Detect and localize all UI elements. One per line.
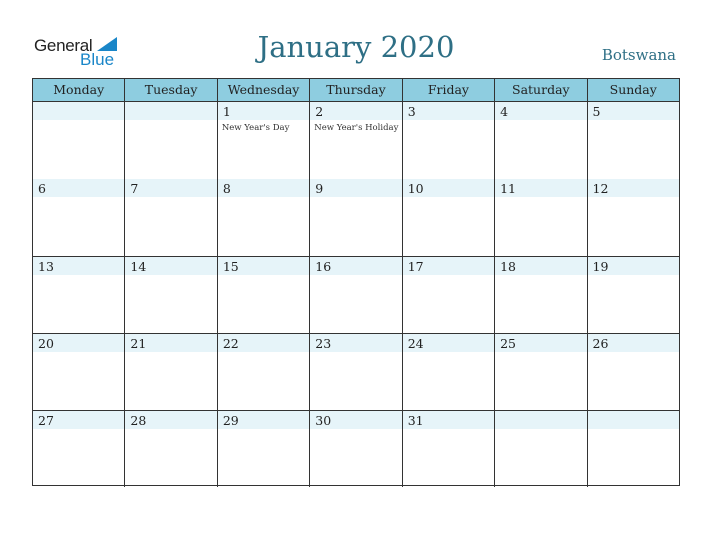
day-number: 3: [407, 104, 416, 119]
week-row: [33, 410, 679, 487]
calendar-grid: [32, 78, 680, 486]
day-number: 22: [222, 336, 239, 351]
day-number: 26: [592, 336, 609, 351]
day-number: 24: [407, 336, 424, 351]
day-cell: [309, 102, 401, 179]
day-cell: [402, 411, 494, 487]
day-number: 21: [130, 336, 147, 351]
day-cell: [309, 411, 401, 487]
day-number: 19: [592, 259, 609, 274]
day-number: 11: [500, 181, 517, 196]
day-cell: [217, 102, 309, 179]
day-number: 18: [500, 259, 517, 274]
day-cell: [124, 257, 216, 333]
day-cell: [309, 334, 401, 410]
day-cell: [217, 257, 309, 333]
logo-text-blue: Blue: [80, 50, 115, 69]
day-cell: [402, 334, 494, 410]
day-cell: [587, 334, 679, 410]
day-cell: [309, 257, 401, 333]
day-number: 1: [222, 104, 231, 119]
day-cell: [587, 179, 679, 256]
day-number: 29: [222, 413, 239, 428]
day-cell: [124, 411, 216, 487]
day-number: 20: [38, 336, 54, 351]
day-number: 13: [38, 259, 54, 274]
day-band: [310, 179, 401, 197]
day-cell: [217, 179, 309, 256]
week-row: [33, 102, 679, 179]
day-number: 27: [38, 413, 54, 428]
day-number: 14: [130, 259, 147, 274]
day-cell: [217, 334, 309, 410]
day-number: 8: [222, 181, 231, 196]
day-band: [33, 102, 124, 120]
day-cell: [402, 179, 494, 256]
day-band: [588, 102, 679, 120]
day-cell: [124, 334, 216, 410]
weekday-header: Friday: [402, 79, 494, 101]
day-cell: [587, 411, 679, 487]
day-cell: [494, 257, 586, 333]
day-number: 25: [500, 336, 517, 351]
weekday-header: Wednesday: [217, 79, 309, 101]
day-band: [403, 102, 494, 120]
day-band: [125, 179, 216, 197]
day-cell: [402, 102, 494, 179]
calendar-title: January 2020: [257, 30, 455, 64]
day-number: 10: [407, 181, 424, 196]
day-cell: [33, 179, 124, 256]
day-number: 30: [315, 413, 332, 428]
day-cell: [587, 102, 679, 179]
weekday-header: Saturday: [494, 79, 586, 101]
weekday-header: Monday: [53, 82, 105, 97]
weekday-header: Tuesday: [124, 79, 216, 101]
day-band: [310, 102, 401, 120]
day-number: 6: [38, 181, 46, 196]
day-cell: [217, 411, 309, 487]
holiday-label: New Year's Holiday: [314, 123, 399, 133]
day-cell: [402, 257, 494, 333]
day-number: 28: [130, 413, 147, 428]
day-band: [33, 179, 124, 197]
day-number: 17: [407, 259, 424, 274]
day-number: 16: [315, 259, 332, 274]
day-number: 31: [407, 413, 424, 428]
day-number: 15: [222, 259, 239, 274]
holiday-label: New Year's Day: [221, 123, 290, 133]
day-cell: [33, 257, 124, 333]
day-number: 12: [592, 181, 609, 196]
day-cell: [587, 257, 679, 333]
logo-text-general: General: [34, 36, 93, 55]
day-number: 9: [315, 181, 324, 196]
day-number: 2: [315, 104, 324, 119]
day-number: 5: [592, 104, 601, 119]
weekday-header: Thursday: [309, 79, 401, 101]
week-row: [33, 333, 679, 410]
country-label: Botswana: [601, 46, 676, 64]
day-band: [495, 411, 586, 429]
day-cell: [124, 179, 216, 256]
day-cell: [33, 102, 124, 179]
week-row: [33, 256, 679, 333]
day-cell: [124, 102, 216, 179]
day-cell: [494, 411, 586, 487]
day-band: [495, 102, 586, 120]
day-cell: [309, 179, 401, 256]
day-band: [218, 179, 309, 197]
day-band: [125, 102, 216, 120]
day-number: 23: [315, 336, 332, 351]
day-cell: [33, 334, 124, 410]
day-band: [588, 411, 679, 429]
day-cell: [494, 102, 586, 179]
weekday-header-row: [33, 79, 679, 102]
day-number: 7: [130, 181, 139, 196]
weekday-header: Sunday: [587, 79, 679, 101]
day-cell: [494, 334, 586, 410]
week-row: [33, 179, 679, 256]
day-band: [218, 102, 309, 120]
day-cell: [33, 411, 124, 487]
day-number: 4: [500, 104, 509, 119]
day-cell: [494, 179, 586, 256]
